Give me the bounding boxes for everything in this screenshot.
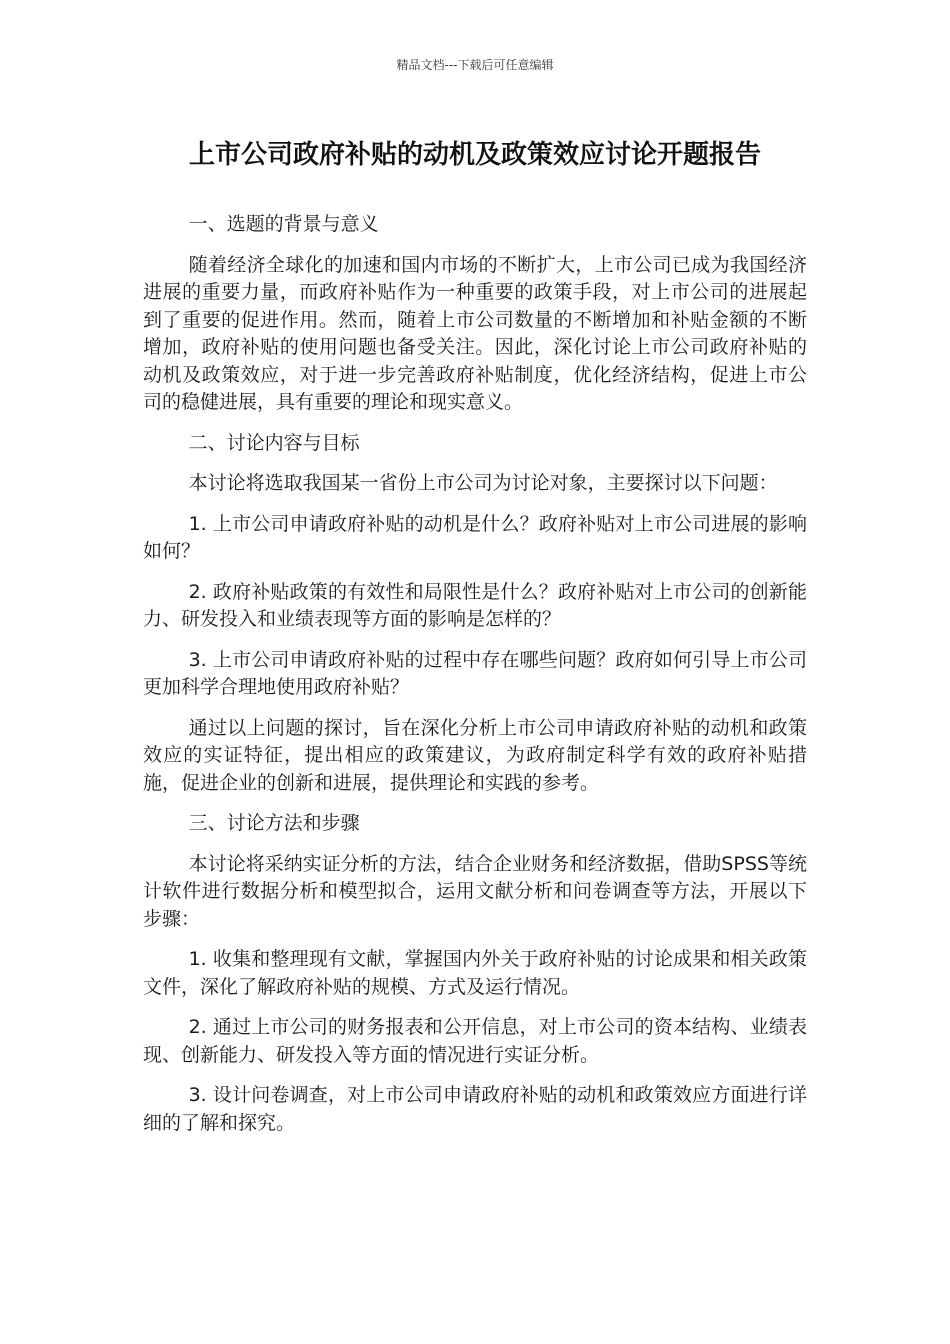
paragraph: 随着经济全球化的加速和国内市场的不断扩大，上市公司已成为我国经济进展的重要力量，而政府补贴作为一种重要的政策手段，对上市公司的进展起到了重要的促进作用。然而，随着上市公司数量的不断增加和补贴金额的不断增加，政府补贴的使用问题也备受关注。因此，深化讨论上市公司政府补贴的动机及政策效应，对于进一步完善政府补贴制度，优化经济结构，促进上市公司的稳健进展，具有重要的理论和现实意义。 [143,253,807,413]
section-heading: 二、讨论内容与目标 [188,431,360,454]
list-item: 1. 收集和整理现有文献，掌握国内外关于政府补贴的讨论成果和相关政策文件，深化了解政府补贴的规模、方式及运行情况。 [143,948,807,998]
document-title: 上市公司政府补贴的动机及政策效应讨论开题报告 [188,140,761,170]
section-heading: 一、选题的背景与意义 [188,213,379,235]
header-note: 精品文档---下载后可任意编辑 [396,58,554,72]
paragraph: 通过以上问题的探讨，旨在深化分析上市公司申请政府补贴的动机和政策效应的实证特征，提出相应的政策建议，为政府制定科学有效的政府补贴措施，促进企业的创新和进展，提供理论和实践的参考。 [143,716,807,794]
list-item: 2. 政府补贴政策的有效性和局限性是什么？政府补贴对上市公司的创新能力、研发投入和业绩表现等方面的影响是怎样的？ [143,580,807,630]
paragraph: 本讨论将采纳实证分析的方法，结合企业财务和经济数据，借助SPSS等统计软件进行数据分析和模型拟合，运用文献分析和问卷调查等方法，开展以下步骤： [143,852,807,930]
section-background [143,211,807,417]
section-heading: 三、讨论方法和步骤 [188,812,360,834]
list-item: 3. 设计问卷调查，对上市公司申请政府补贴的动机和政策效应方面进行详细的了解和探究。 [143,1084,807,1134]
section-methods [143,810,807,1137]
list-item: 3. 上市公司申请政府补贴的过程中存在哪些问题？政府如何引导上市公司更加科学合理地使用政府补贴？ [143,648,807,698]
section-content-goals [143,430,807,798]
list-item: 1. 上市公司申请政府补贴的动机是什么？政府补贴对上市公司进展的影响如何？ [143,512,807,562]
paragraph: 本讨论将选取我国某一省份上市公司为讨论对象，主要探讨以下问题： [188,472,778,494]
list-item: 2. 通过上市公司的财务报表和公开信息，对上市公司的资本结构、业绩表现、创新能力、研发投入等方面的情况进行实证分析。 [143,1016,807,1066]
document-body [143,211,807,1150]
